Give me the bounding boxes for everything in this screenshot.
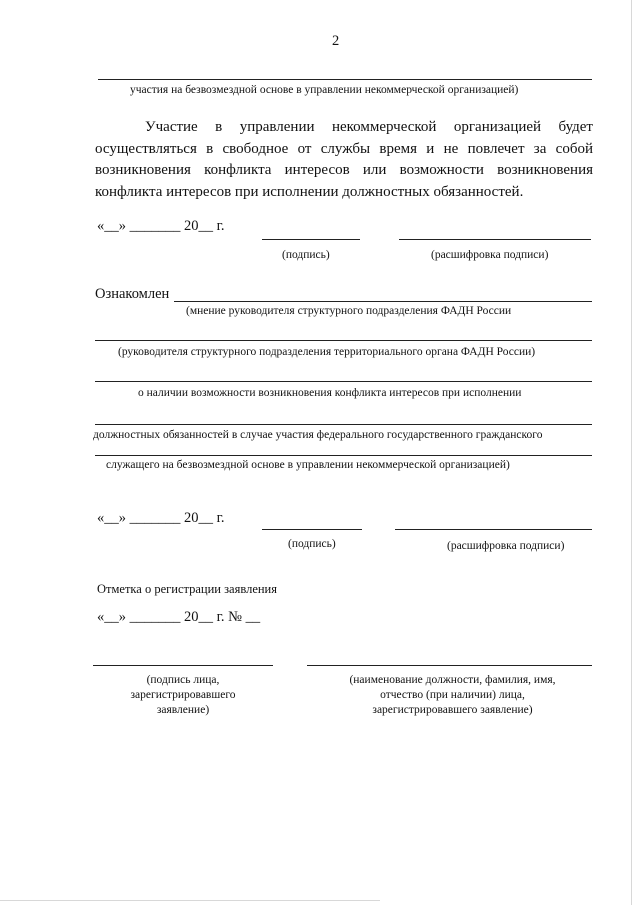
signature-line-1 [262, 239, 360, 240]
registrar-name-line [307, 665, 592, 666]
registrar-signature-line [93, 665, 273, 666]
decryption-caption-1: (расшифровка подписи) [431, 249, 549, 261]
signature-line-2 [262, 529, 362, 530]
opinion-line-5: служащего на безвозмездной основе в управлении некоммерческой организацией) [106, 459, 510, 471]
registration-label: Отметка о регистрации заявления [97, 582, 277, 596]
opinion-line-3: о наличии возможности возникновения конфликта интересов при исполнении [138, 387, 522, 399]
opinion-fill-line-2 [95, 340, 592, 341]
page-number: 2 [332, 33, 340, 49]
signature-caption-2: (подпись) [288, 538, 336, 550]
top-fill-line [98, 79, 592, 80]
scan-edge-bottom [0, 900, 380, 901]
decryption-line-1 [399, 239, 591, 240]
opinion-line-2: (руководителя структурного подразделения территориального органа ФАДН России) [118, 346, 536, 358]
decryption-caption-2: (расшифровка подписи) [447, 540, 565, 552]
signature-caption-1: (подпись) [282, 249, 330, 261]
opinion-line-1: (мнение руководителя структурного подразделения ФАДН России [186, 305, 512, 317]
registrar-name-caption: (наименование должности, фамилия, имя, отчество (при наличии) лица, зарегистрировавшего заявление) [349, 674, 556, 716]
opinion-fill-line-3 [95, 381, 592, 382]
date-line-1: «__» _______ 20__ г. [97, 218, 225, 234]
acquainted-fill-line [174, 301, 592, 302]
registrar-signature-caption: (подпись лица, зарегистрировавшего заявление) [130, 674, 236, 716]
statement-paragraph [95, 117, 593, 203]
date-line-3: «__» _______ 20__ г. № __ [97, 609, 261, 625]
scan-edge-right [631, 0, 632, 905]
top-caption: участия на безвозмездной основе в управлении некоммерческой организацией) [130, 84, 519, 96]
acquainted-label: Ознакомлен [95, 286, 170, 302]
opinion-fill-line-4 [95, 424, 592, 425]
opinion-line-4: должностных обязанностей в случае участия федерального государственного гражданского [93, 429, 543, 441]
opinion-fill-line-5 [95, 455, 592, 456]
decryption-line-2 [395, 529, 592, 530]
statement-text: Участие в управлении некоммерческой организацией будет осуществляться в свободное от службы время и не повлечет за собой возникновения конфликта интересов или возможности возникновения конфликта интересов при исполнении должностных обязанностей. [95, 119, 593, 200]
date-line-2: «__» _______ 20__ г. [97, 510, 225, 526]
